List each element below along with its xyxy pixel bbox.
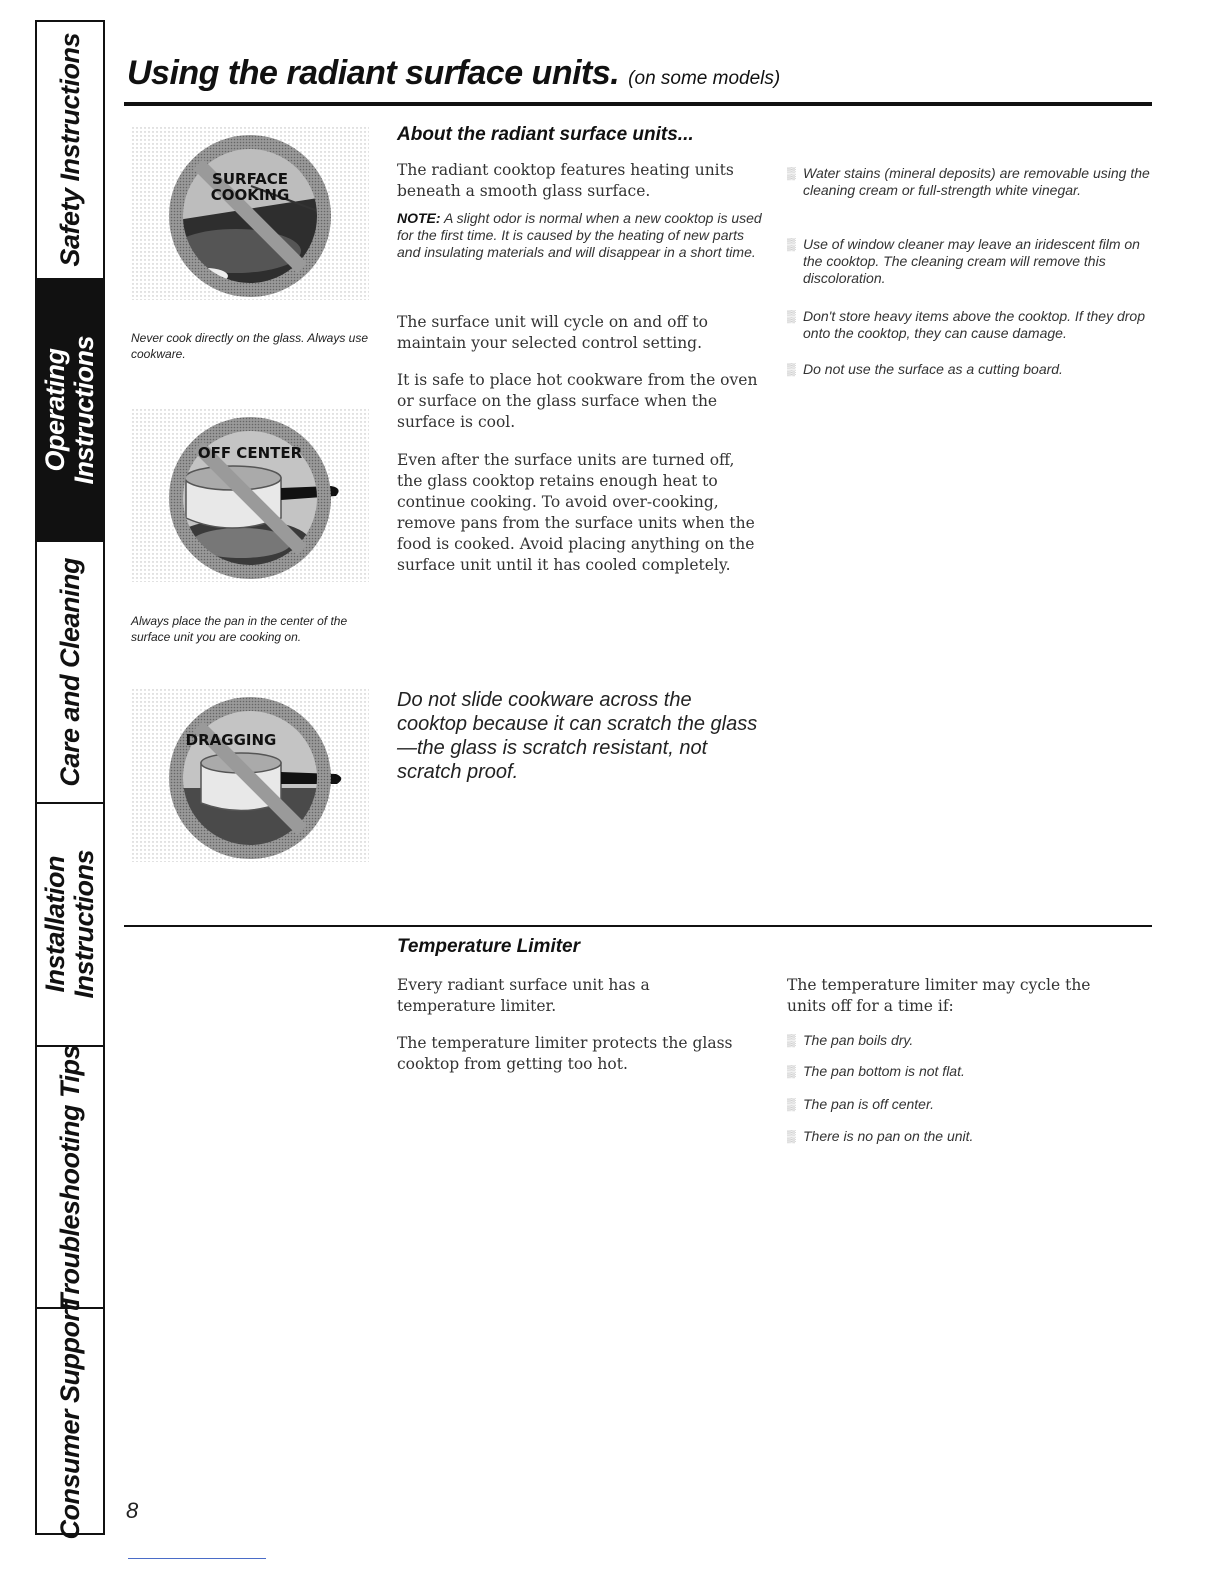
page-subtitle: (on some models) <box>628 68 781 89</box>
limiter-heading: Temperature Limiter <box>397 936 581 957</box>
illustration-caption: Never cook directly on the glass. Always use cookware. <box>131 331 368 361</box>
illustration-label: OFF CENTER <box>197 444 303 462</box>
illustration-caption: Always place the pan in the center of the surface unit you are cooking on. <box>131 614 348 644</box>
tab-label: Installation Instructions <box>40 850 99 999</box>
section-sidebar <box>35 20 105 1540</box>
note-label: NOTE: <box>397 210 441 226</box>
list-item: ▒ The pan boils dry. <box>787 1032 1143 1049</box>
illustration-label: COOKING <box>210 186 290 204</box>
list-item: ▒ Don't store heavy items above the cooktop. If they drop onto the cooktop, they can cause damage. <box>787 308 1163 342</box>
about-paragraph: The surface unit will cycle on and off to maintain your selected control setting. <box>397 313 708 352</box>
tab-installation-instructions[interactable] <box>37 804 103 1047</box>
about-paragraph: The radiant cooktop features heating units beneath a smooth glass surface. <box>397 161 734 200</box>
tab-label: Safety Instructions <box>54 33 85 267</box>
tab-consumer-support[interactable] <box>37 1302 103 1540</box>
limiter-paragraph: Every radiant surface unit has a temperature limiter. <box>397 976 650 1015</box>
list-item: ▒ Water stains (mineral deposits) are removable using the cleaning cream or full-strength white vinegar. <box>787 165 1163 199</box>
page-title-text: Using the radiant surface units. <box>127 54 620 92</box>
tab-label: Consumer Support <box>54 1302 85 1540</box>
about-heading: About the radiant surface units... <box>397 124 694 145</box>
limiter-intro: The temperature limiter may cycle the units off for a time if: <box>787 976 1091 1015</box>
dragging-illustration <box>131 688 369 862</box>
list-item: ▒ The pan bottom is not flat. <box>787 1063 1143 1080</box>
off-center-illustration <box>131 408 369 582</box>
tab-label: Care and Cleaning <box>54 557 85 787</box>
warning-text: Do not slide cookware across the cooktop because it can scratch the glass—the glass is scratch resistant, not scratch proof. <box>397 689 758 783</box>
tab-label: Operating Instructions <box>40 335 99 485</box>
list-item: ▒ Use of window cleaner may leave an iridescent film on the cooktop. The cleaning cream will remove this discoloration. <box>787 236 1163 287</box>
page-number: 8 <box>126 1498 139 1523</box>
footer-line <box>128 1558 266 1559</box>
note <box>397 210 762 261</box>
title-rule <box>124 102 1152 106</box>
tab-label: Troubleshooting Tips <box>54 1044 85 1310</box>
tab-operating-instructions[interactable] <box>37 280 103 542</box>
about-paragraph: It is safe to place hot cookware from the oven or surface on the glass surface when the surface is cool. <box>397 371 758 431</box>
section-rule <box>124 925 1152 927</box>
list-item: ▒ Do not use the surface as a cutting board. <box>787 361 1163 378</box>
tab-troubleshooting-tips[interactable] <box>37 1044 103 1310</box>
about-paragraph: Even after the surface units are turned off, the glass cooktop retains enough heat to continue cooking. To avoid over-cooking, remove pans from the surface units when the food is cooked. Avoid placing anything on the surface unit until it has cooled completely. <box>397 451 755 574</box>
tab-safety-instructions[interactable] <box>37 22 103 280</box>
list-item: ▒ There is no pan on the unit. <box>787 1128 1143 1145</box>
limiter-paragraph: The temperature limiter protects the glass cooktop from getting too hot. <box>397 1034 733 1073</box>
list-item: ▒ The pan is off center. <box>787 1096 1143 1113</box>
page-title <box>127 54 780 93</box>
note-text: A slight odor is normal when a new cooktop is used for the first time. It is caused by the heating of new parts and insulating materials and will disappear in a short time. <box>397 210 762 260</box>
tab-care-and-cleaning[interactable] <box>37 542 103 804</box>
surface-cooking-illustration <box>131 126 369 300</box>
illustration-label: SURFACE <box>212 170 288 188</box>
illustration-label: DRAGGING <box>185 731 277 749</box>
